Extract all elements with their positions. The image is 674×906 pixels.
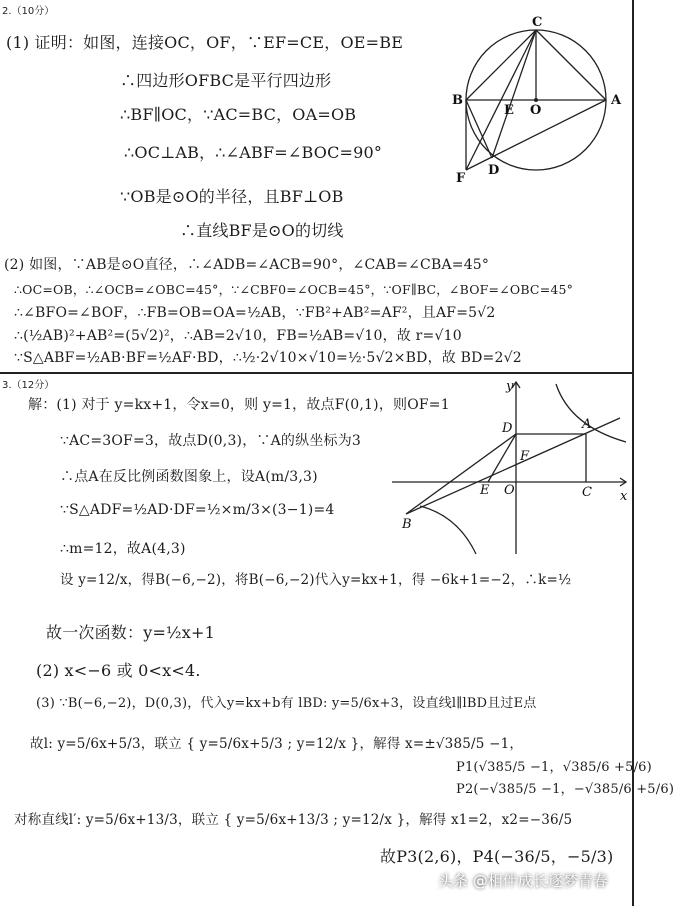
p12-circle-figure	[448, 14, 626, 186]
problem-13-section	[0, 374, 674, 906]
problem-13-number: 3.（12分）	[2, 380, 55, 391]
problem-12-section	[0, 0, 634, 374]
p13-line-14: 故P3(2,6)，P4(−36/5，−5/3)	[380, 847, 614, 866]
watermark-text: 头条 @相伴成长逐梦青春	[438, 872, 608, 890]
p13-label-O: O	[504, 483, 515, 498]
p12-label-O: O	[530, 103, 542, 118]
p13-line-5: ∴m=12，故A(4,3)	[60, 541, 186, 557]
p13-line-3: ∴点A在反比例函数图象上，设A(m/3,3)	[60, 469, 318, 485]
p12-line-9: ∴∠BFO=∠BOF，∴FB=OB=OA=½AB，∵FB²+AB²=AF²，且AF=5√2	[14, 305, 496, 321]
p13-label-E: E	[480, 483, 490, 498]
p12-line-6: ∴直线BF是⊙O的切线	[180, 221, 344, 240]
p13-axis-x: x	[620, 489, 628, 504]
p12-line-2: ∴四边形OFBC是平行四边形	[120, 71, 332, 90]
p12-label-E: E	[504, 103, 514, 118]
p12-line-10: ∴(½AB)²+AB²=(5√2)²，∴AB=2√10，FB=½AB=√10，故 r=√10	[14, 328, 462, 344]
p12-line-8: ∴OC=OB，∴∠OCB=∠OBC=45°，∵∠CBF0=∠OCB=45°，∵OF∥BC，∠BOF=∠OBC=45°	[14, 282, 574, 297]
p12-line-1: (1) 证明：如图，连接OC，OF，∵EF=CE，OE=BE	[6, 33, 404, 52]
p13-label-F: F	[520, 449, 530, 464]
p13-label-A: A	[582, 417, 592, 432]
p13-label-D: D	[502, 421, 513, 436]
p13-line-6: 设 y=12/x，得B(−6,−2)，将B(−6,−2)代入y=kx+1，得 −6k+1=−2，∴k=½	[60, 572, 572, 588]
p12-label-A: A	[611, 93, 622, 108]
p13-line-10: 故l: y=5/6x+5/3，联立 { y=5/6x+5/3 ; y=12/x }，解得 x=±√385/5 −1，	[30, 736, 524, 752]
p12-label-D: D	[488, 163, 500, 178]
problem-12-number: 2.（10分）	[2, 6, 55, 17]
p13-line-1: 解：(1) 对于 y=kx+1，令x=0，则 y=1，故点F(0,1)，则OF=1	[28, 397, 450, 413]
p12-label-C: C	[532, 15, 543, 30]
p13-line-7: 故一次函数：y=½x+1	[46, 623, 215, 642]
p13-line-8: (2) x<−6 或 0<x<4.	[36, 661, 201, 680]
p13-line-12: P2(−√385/5 −1，−√385/6 +5/6)	[456, 782, 674, 797]
p13-axis-y: y	[506, 379, 514, 394]
p13-line-11: P1(√385/5 −1，√385/6 +5/6)	[456, 760, 652, 775]
p12-label-F: F	[456, 171, 466, 186]
p12-label-B: B	[452, 93, 463, 108]
p13-line-2: ∵AC=3OF=3，故点D(0,3)，∵A的纵坐标为3	[60, 433, 362, 449]
p12-line-4: ∴OC⊥AB，∴∠ABF=∠BOC=90°	[124, 143, 383, 162]
p12-line-7: (2) 如图，∵AB是⊙O直径，∴∠ADB=∠ACB=90°，∠CAB=∠CBA=45°	[4, 257, 490, 273]
p12-line-5: ∵OB是⊙O的半径，且BF⊥OB	[120, 187, 344, 206]
p13-label-C: C	[582, 485, 592, 500]
p12-line-11: ∵S△ABF=½AB·BF=½AF·BD，∴½·2√10×√10=½·5√2×BD，故 BD=2√2	[14, 350, 522, 366]
p13-line-4: ∵S△ADF=½AD·DF=½×m/3×(3−1)=4	[60, 502, 335, 518]
p13-line-9: (3) ∵B(−6,−2)，D(0,3)，代入y=kx+b有 lBD: y=5/6x+3，设直线l∥lBD且过E点	[36, 696, 537, 711]
p13-label-B: B	[402, 517, 412, 532]
p12-line-3: ∴BF∥OC，∵AC=BC，OA=OB	[120, 105, 357, 124]
p13-coordinate-figure	[380, 376, 632, 558]
p13-line-13: 对称直线l′: y=5/6x+13/3，联立 { y=5/6x+13/3 ; y=12/x }，解得 x1=2，x2=−36/5	[14, 812, 573, 828]
